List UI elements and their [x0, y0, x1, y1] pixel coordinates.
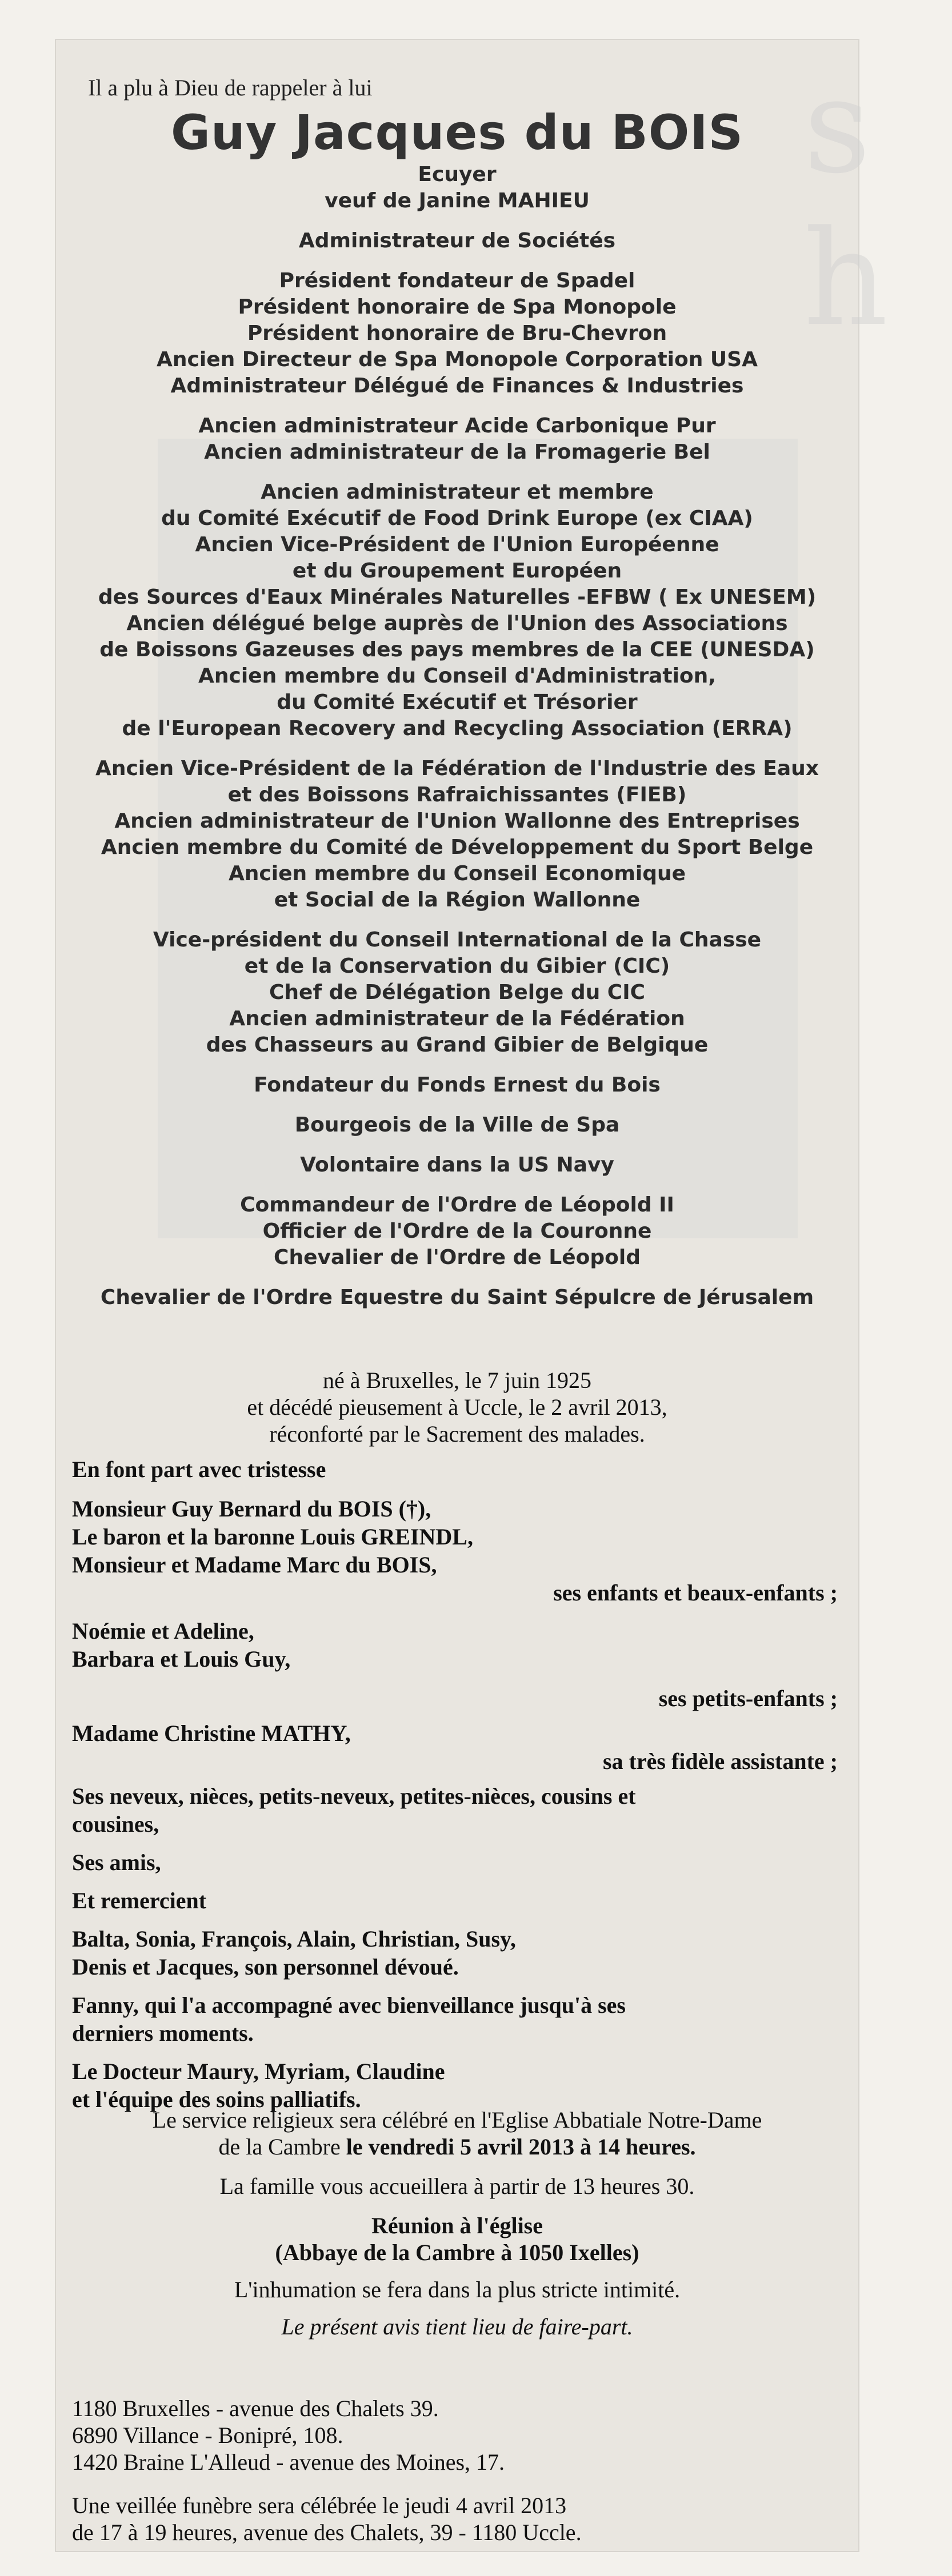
title-line: des Chasseurs au Grand Gibier de Belgique — [206, 1033, 709, 1057]
title-line: et de la Conservation du Gibier (CIC) — [244, 954, 670, 978]
title-group — [55, 927, 859, 1058]
fanny-line: derniers moments. — [72, 2020, 254, 2046]
title-line: Ancien Vice-Président de la Fédération de l'Industrie des Eaux — [95, 757, 819, 780]
title-line: Administrateur de Sociétés — [298, 229, 616, 252]
title-line: Fondateur du Fonds Ernest du Bois — [254, 1073, 661, 1097]
title-group — [55, 1112, 859, 1138]
title-line: et des Boissons Rafraichissantes (FIEB) — [227, 783, 687, 806]
welcome-line: La famille vous accueillera à partir de 13 heures 30. — [219, 2173, 695, 2199]
title-group — [55, 1072, 859, 1098]
title-line: Commandeur de l'Ordre de Léopold II — [240, 1193, 674, 1217]
doctor-line: Le Docteur Maury, Myriam, Claudine — [72, 2059, 445, 2084]
obituary-notice — [55, 39, 889, 2552]
fanny-line: Fanny, qui l'a accompagné avec bienveillance jusqu'à ses — [72, 1992, 626, 2018]
death-line: et décédé pieusement à Uccle, le 2 avril 2013, — [247, 1394, 667, 1420]
title-line: Ancien Directeur de Spa Monopole Corporation USA — [157, 348, 758, 371]
notice-line: Le présent avis tient lieu de faire-part. — [281, 2314, 633, 2340]
title-group — [55, 756, 859, 913]
title-line: de l'European Recovery and Recycling Association (ERRA) — [122, 717, 793, 740]
title-line: Ecuyer — [418, 163, 497, 186]
title-line: Ancien administrateur et membre — [261, 480, 654, 504]
title-line: Ancien administrateur de l'Union Wallonne des Entreprises — [114, 809, 800, 833]
grandchildren-role: ses petits-enfants ; — [658, 1686, 838, 1711]
title-line: du Comité Exécutif de Food Drink Europe (ex CIAA) — [161, 507, 753, 530]
title-group — [55, 1285, 859, 1311]
title-line: Chef de Délégation Belge du CIC — [269, 981, 646, 1004]
title-line: Ancien administrateur Acide Carbonique Pur — [198, 414, 716, 438]
grandchild-line: Noémie et Adeline, — [72, 1618, 254, 1644]
child-line: Le baron et la baronne Louis GREINDL, — [72, 1524, 473, 1550]
title-group — [55, 268, 859, 399]
child-line: Monsieur et Madame Marc du BOIS, — [72, 1552, 437, 1578]
titles-list — [55, 162, 859, 1311]
title-line: et Social de la Région Wallonne — [274, 888, 641, 912]
title-line: Ancien administrateur de la Fromagerie Bel — [204, 440, 710, 464]
relatives-line: cousines, — [72, 1811, 159, 1837]
title-line: Président honoraire de Bru-Chevron — [247, 322, 667, 345]
title-line: Ancien membre du Conseil d'Administration, — [198, 664, 716, 688]
title-line: Ancien administrateur de la Fédération — [229, 1007, 685, 1030]
title-line: Président honoraire de Spa Monopole — [238, 295, 677, 319]
service-line: Le service religieux sera célébré en l'Eglise Abbatiale Notre-Dame — [152, 2107, 762, 2133]
title-group — [55, 479, 859, 742]
title-group — [55, 1192, 859, 1271]
child-line: Monsieur Guy Bernard du BOIS (†), — [72, 1496, 431, 1522]
title-line: Ancien Vice-Président de l'Union Européenne — [195, 533, 719, 556]
grandchild-line: Barbara et Louis Guy, — [72, 1646, 291, 1672]
title-line: Chevalier de l'Ordre de Léopold — [274, 1246, 641, 1269]
title-line: Vice-président du Conseil International de la Chasse — [153, 928, 762, 952]
birth-death-info — [55, 1367, 859, 1447]
announcement-line: En font part avec tristesse — [72, 1456, 326, 1482]
vigil-line: de 17 à 19 heures, avenue des Chalets, 39 - 1180 Uccle. — [72, 2519, 582, 2545]
family-section — [72, 1455, 838, 2113]
thanks-line: Et remercient — [72, 1888, 207, 1913]
title-group — [55, 228, 859, 254]
vigil-line: Une veillée funèbre sera célébrée le jeudi 4 avril 2013 — [72, 2493, 567, 2518]
service-section — [55, 2106, 859, 2340]
address-line: 6890 Villance - Bonipré, 108. — [72, 2422, 343, 2448]
relatives-line: Ses neveux, nièces, petits-neveux, petites-nièces, cousins et — [72, 1783, 636, 1809]
staff-line: Denis et Jacques, son personnel dévoué. — [72, 1954, 459, 1980]
title-line: Président fondateur de Spadel — [279, 269, 635, 292]
service-date-line — [55, 2133, 859, 2160]
title-line: Ancien délégué belge auprès de l'Union des Associations — [126, 612, 788, 635]
birth-line: né à Bruxelles, le 7 juin 1925 — [323, 1367, 591, 1393]
friends-line: Ses amis, — [72, 1849, 161, 1875]
vigil-section — [72, 2492, 582, 2546]
meeting-address: (Abbaye de la Cambre à 1050 Ixelles) — [275, 2240, 639, 2265]
title-line: Ancien membre du Comité de Développement du Sport Belge — [101, 836, 814, 859]
title-line: des Sources d'Eaux Minérales Naturelles -EFBW ( Ex UNESEM) — [98, 585, 817, 609]
title-group — [55, 1152, 859, 1178]
title-line: Officier de l'Ordre de la Couronne — [262, 1219, 652, 1243]
service-date: le vendredi 5 avril 2013 à 14 heures. — [346, 2134, 696, 2160]
title-line: Volontaire dans la US Navy — [300, 1153, 614, 1177]
children-role: ses enfants et beaux-enfants ; — [553, 1580, 838, 1606]
assistant-name: Madame Christine MATHY, — [72, 1720, 351, 1746]
addresses-section — [72, 2395, 505, 2475]
address-line: 1420 Braine L'Alleud - avenue des Moines, 17. — [72, 2449, 505, 2475]
assistant-role: sa très fidèle assistante ; — [602, 1748, 838, 1774]
title-line: Ancien membre du Conseil Economique — [228, 862, 686, 885]
title-line: du Comité Exécutif et Trésorier — [277, 691, 638, 714]
title-line: de Boissons Gazeuses des pays membres de la CEE (UNESDA) — [99, 638, 815, 661]
title-line: veuf de Janine MAHIEU — [325, 189, 590, 212]
intro-text: Il a plu à Dieu de rappeler à lui — [88, 75, 373, 101]
title-line: Administrateur Délégué de Finances & Industries — [170, 374, 744, 398]
address-line: 1180 Bruxelles - avenue des Chalets 39. — [72, 2396, 439, 2421]
staff-line: Balta, Sonia, François, Alain, Christian, Susy, — [72, 1926, 516, 1952]
burial-line: L'inhumation se fera dans la plus stricte intimité. — [234, 2277, 681, 2302]
title-group — [55, 162, 859, 214]
title-line: Bourgeois de la Ville de Spa — [294, 1113, 620, 1137]
deceased-name: Guy Jacques du BOIS — [171, 105, 743, 161]
background-bleed-text: s h — [803, 50, 889, 355]
service-place: de la Cambre — [218, 2134, 346, 2160]
sacrament-line: réconforté par le Sacrement des malades. — [269, 1421, 645, 1447]
meeting-line: Réunion à l'église — [371, 2213, 543, 2238]
title-line: et du Groupement Européen — [292, 559, 622, 583]
title-group — [55, 413, 859, 466]
title-line: Chevalier de l'Ordre Equestre du Saint Sépulcre de Jérusalem — [100, 1286, 814, 1309]
doctor-line: et l'équipe des soins palliatifs. — [72, 2087, 361, 2112]
